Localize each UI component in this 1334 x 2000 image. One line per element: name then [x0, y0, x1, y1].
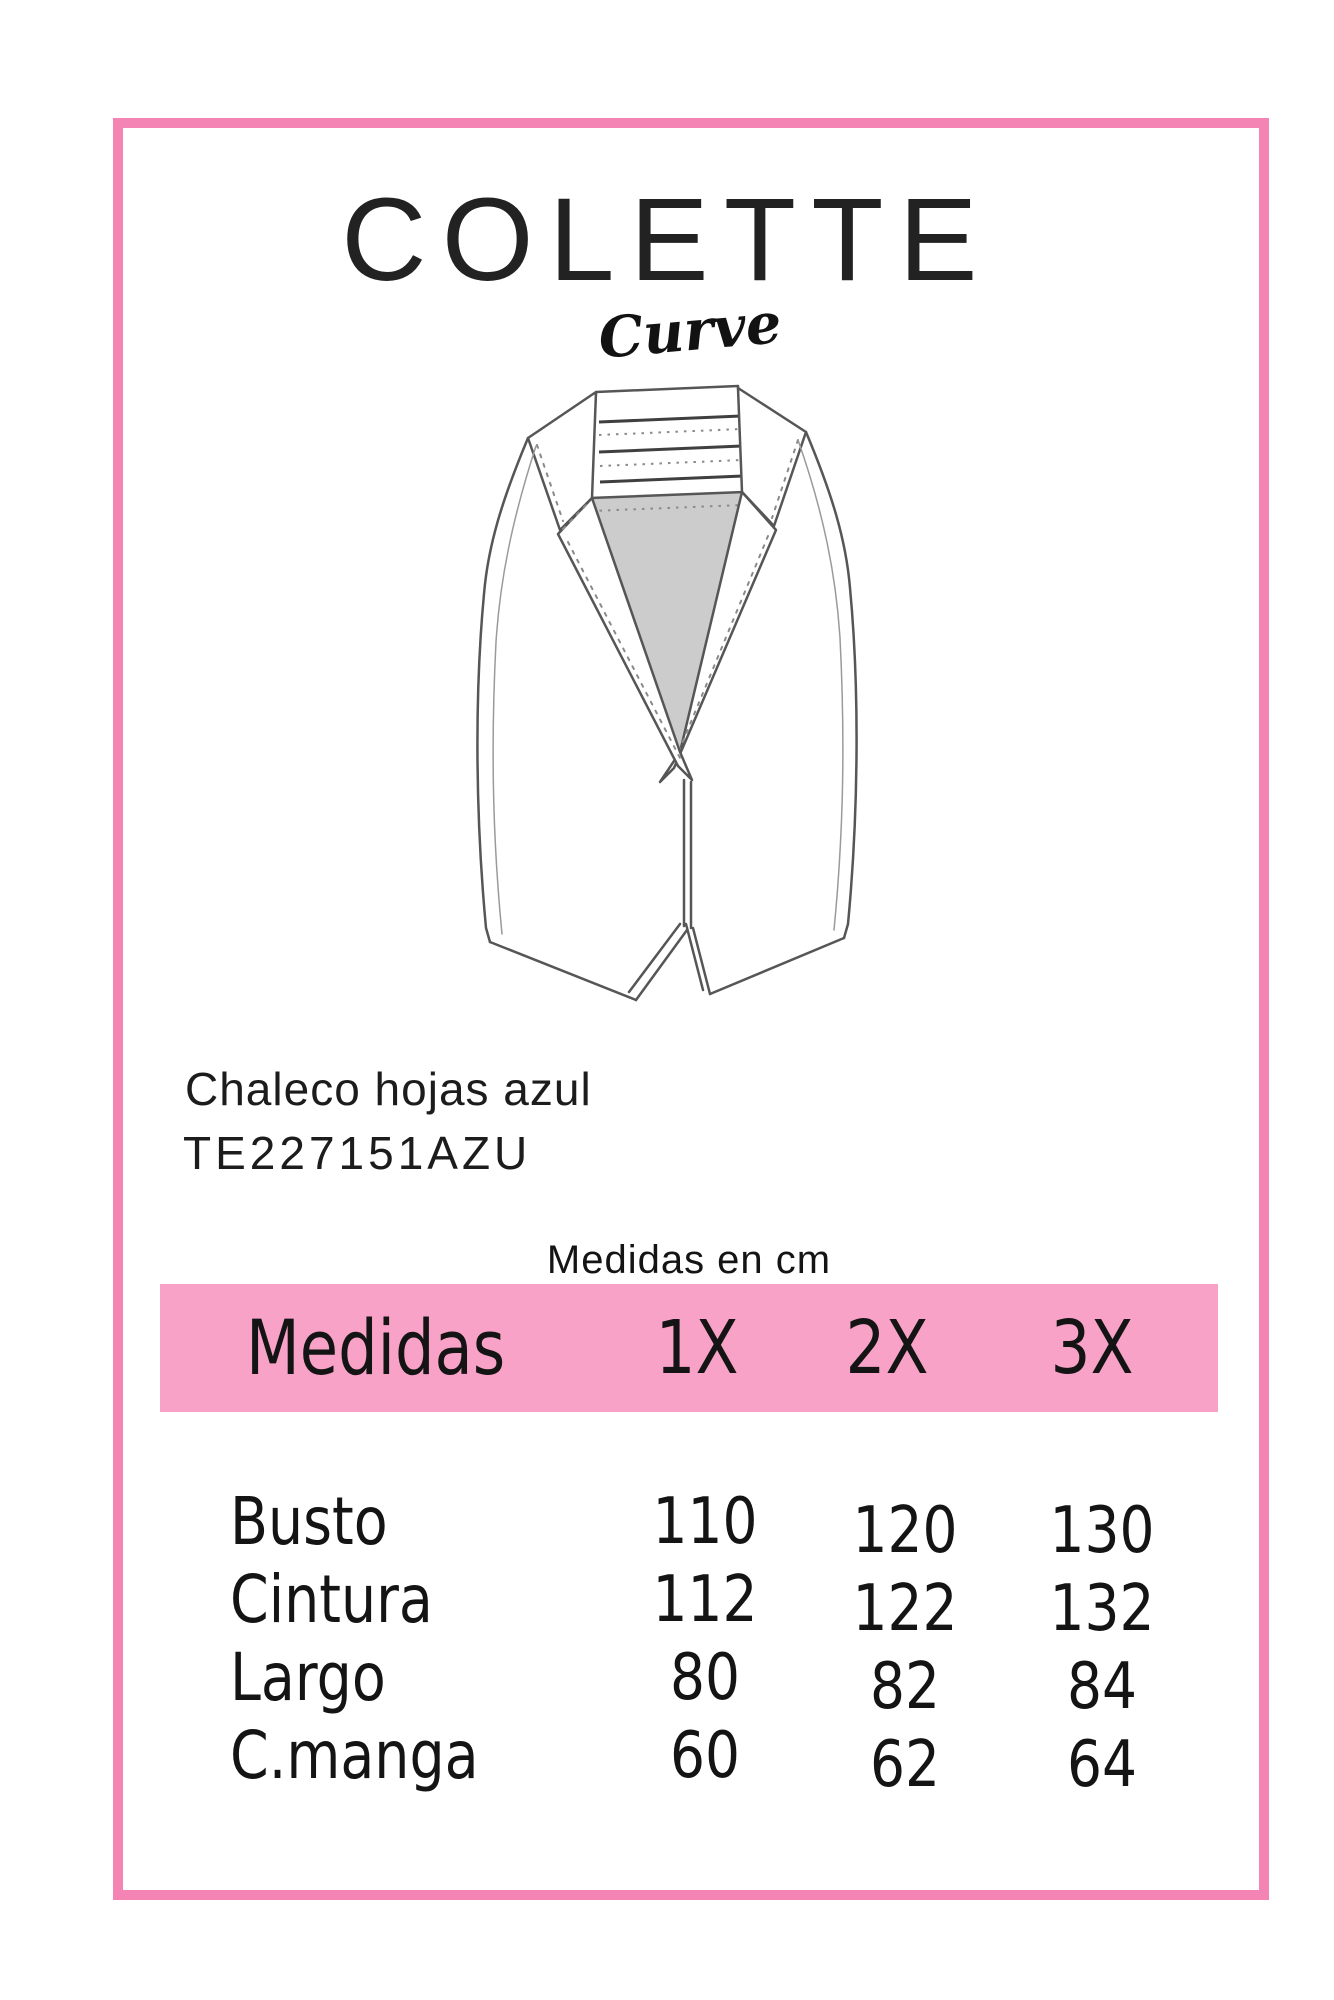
- row-label: C.manga: [230, 1717, 479, 1794]
- row-label: Cintura: [230, 1561, 433, 1638]
- row-value-3x: 64: [1066, 1728, 1138, 1802]
- row-value-3x: 84: [1066, 1650, 1138, 1724]
- brand-collection-script: Curve: [595, 290, 785, 372]
- table-row: [0, 1482, 1334, 1568]
- brand-logo-text: COLETTE: [341, 174, 993, 306]
- row-value-2x: 62: [869, 1728, 941, 1802]
- size-column-1x: 1X: [655, 1305, 739, 1391]
- size-table-header-label: Medidas: [246, 1303, 506, 1392]
- row-label: Busto: [230, 1483, 388, 1560]
- row-value-2x: 122: [852, 1572, 958, 1646]
- product-name: Chaleco hojas azul: [185, 1063, 592, 1115]
- row-value-3x: 132: [1049, 1572, 1155, 1646]
- row-value-2x: 120: [852, 1494, 958, 1568]
- row-value-1x: 112: [652, 1563, 758, 1637]
- product-code: TE227151AZU: [183, 1127, 532, 1179]
- row-value-1x: 110: [652, 1485, 758, 1559]
- size-column-3x: 3X: [1050, 1305, 1134, 1391]
- vest-hem-lines: [490, 780, 844, 1000]
- size-column-2x: 2X: [845, 1305, 929, 1391]
- row-value-3x: 130: [1049, 1494, 1155, 1568]
- row-value-1x: 80: [669, 1641, 741, 1715]
- table-row: [0, 1716, 1334, 1802]
- size-table-header-bar: [160, 1284, 1218, 1412]
- row-value-1x: 60: [669, 1719, 741, 1793]
- vest-neck-band: [590, 386, 744, 511]
- row-value-2x: 82: [869, 1650, 941, 1724]
- units-note: Medidas en cm: [546, 1238, 832, 1282]
- vest-sketch-illustration: [440, 378, 895, 1020]
- row-label: Largo: [230, 1639, 386, 1716]
- table-row: [0, 1560, 1334, 1646]
- table-row: [0, 1638, 1334, 1724]
